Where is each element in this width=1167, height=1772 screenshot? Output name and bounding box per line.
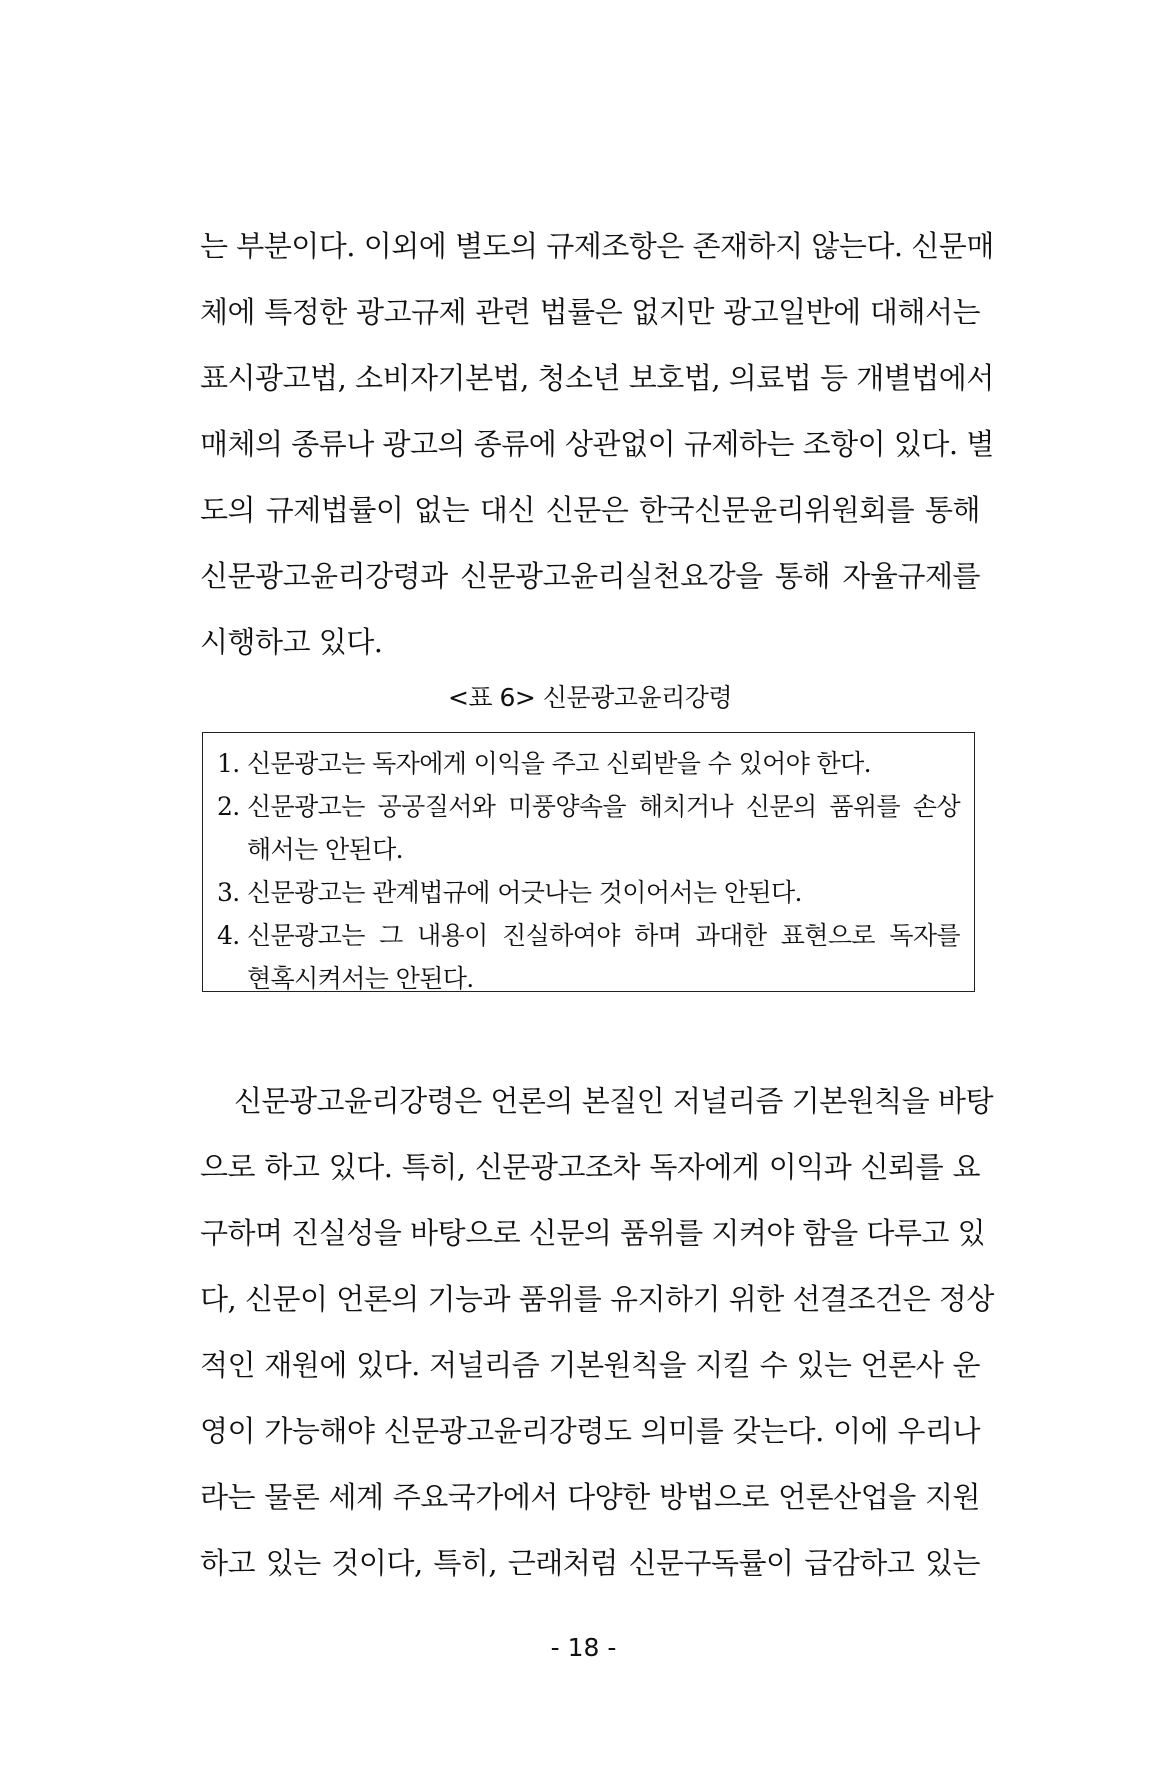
table-caption: <표 6> 신문광고윤리강령: [447, 683, 733, 712]
list-item: [217, 914, 960, 1000]
body-paragraph-2: [200, 1068, 994, 1596]
list-item: [217, 871, 960, 914]
item-text: 신문광고는 관계법규에 어긋나는 것이어서는 안된다.: [247, 878, 802, 907]
body-paragraph-1: [200, 213, 994, 675]
text-line: 라는 물론 세계 주요국가에서 다양한 방법으로 언론산업을 지원: [200, 1480, 980, 1514]
text-line: 는 부분이다. 이외에 별도의 규제조항은 존재하지 않는다. 신문매: [200, 229, 994, 263]
text-line: 적인 재원에 있다. 저널리즘 기본원칙을 지킬 수 있는 언론사 운: [200, 1348, 980, 1382]
text-line: 신문광고윤리강령은 언론의 본질인 저널리즘 기본원칙을 바탕: [234, 1084, 993, 1118]
text-line: 도의 규제법률이 없는 대신 신문은 한국신문윤리위원회를 통해: [200, 493, 980, 527]
item-number: 1.: [217, 749, 240, 778]
text-line: 으로 하고 있다. 특히, 신문광고조차 독자에게 이익과 신뢰를 요: [200, 1150, 980, 1184]
ethics-code-box: [202, 732, 975, 992]
list-item: [217, 785, 960, 871]
text-line: 구하며 진실성을 바탕으로 신문의 품위를 지켜야 함을 다루고 있: [200, 1216, 986, 1250]
item-text: 신문광고는 공공질서와 미풍양속을 해치거나 신문의 품위를 손상: [247, 792, 960, 821]
text-line: 영이 가능해야 신문광고윤리강령도 의미를 갖는다. 이에 우리나: [200, 1414, 980, 1448]
text-line: 시행하고 있다.: [200, 625, 383, 659]
page-number: - 18 -: [550, 1633, 617, 1662]
item-text-continued: 해서는 안된다.: [247, 835, 403, 864]
item-number: 2.: [217, 792, 240, 821]
item-text-continued: 현혹시켜서는 안된다.: [247, 964, 474, 993]
text-line: 표시광고법, 소비자기본법, 청소년 보호법, 의료법 등 개별법에서: [200, 361, 994, 395]
text-line: 체에 특정한 광고규제 관련 법률은 없지만 광고일반에 대해서는: [200, 295, 980, 329]
item-number: 3.: [217, 878, 240, 907]
item-number: 4.: [217, 921, 240, 950]
text-line: 신문광고윤리강령과 신문광고윤리실천요강을 통해 자율규제를: [200, 559, 980, 593]
text-line: 매체의 종류나 광고의 종류에 상관없이 규제하는 조항이 있다. 별: [200, 427, 994, 461]
list-item: [217, 742, 960, 785]
text-line: 하고 있는 것이다, 특히, 근래처럼 신문구독률이 급감하고 있는: [200, 1546, 980, 1580]
text-line: 다, 신문이 언론의 기능과 품위를 유지하기 위한 선결조건은 정상: [200, 1282, 994, 1316]
item-text: 신문광고는 독자에게 이익을 주고 신뢰받을 수 있어야 한다.: [247, 749, 871, 778]
item-text: 신문광고는 그 내용이 진실하여야 하며 과대한 표현으로 독자를: [247, 921, 960, 950]
